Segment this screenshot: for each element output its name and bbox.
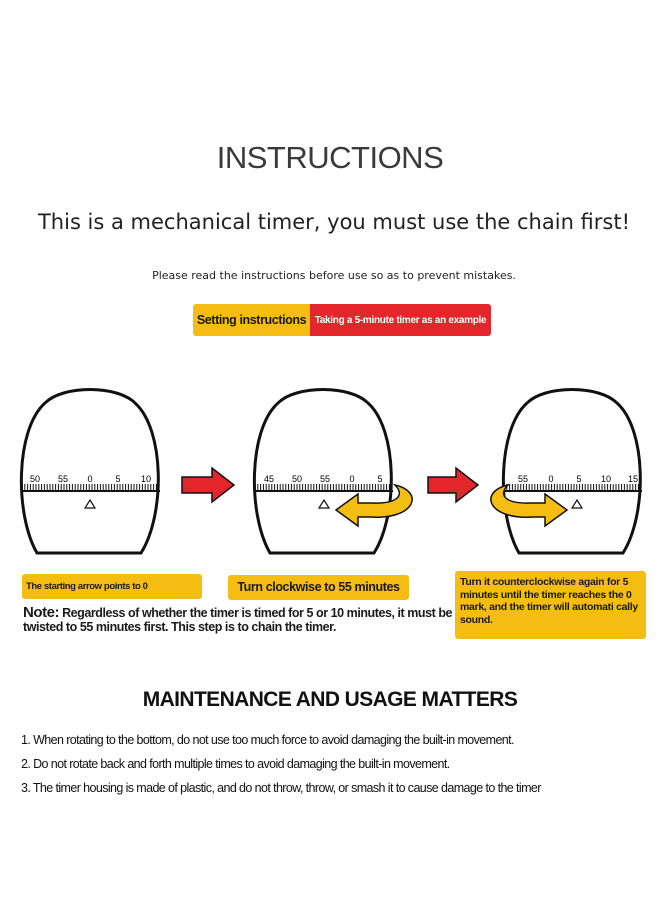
badge-right: Taking a 5-minute timer as an example — [310, 304, 491, 336]
right-arrow-icon — [428, 468, 478, 502]
note-label: Note: — [23, 604, 60, 621]
tick-label: 15 — [627, 474, 639, 484]
tick-label: 0 — [548, 474, 554, 484]
subtitle: This is a mechanical timer, you must use the chain first! — [37, 210, 631, 234]
tick-label: 55 — [57, 474, 69, 484]
tick-label: 55 — [319, 474, 331, 484]
badge-left: Setting instructions — [193, 304, 310, 336]
tick-label: 0 — [87, 474, 93, 484]
setting-instructions-badge — [193, 304, 491, 336]
maintenance-title: MAINTENANCE AND USAGE MATTERS — [142, 688, 518, 711]
tick-label: 5 — [377, 474, 383, 484]
tick-label: 5 — [115, 474, 121, 484]
tick-label: 50 — [29, 474, 41, 484]
timer-1 — [21, 390, 160, 554]
right-arrow-icon — [182, 468, 234, 502]
maintenance-item: 1. When rotating to the bottom, do not use too much force to avoid damaging the built-in movement. — [21, 733, 514, 747]
tick-label: 10 — [140, 474, 152, 484]
step1-caption: The starting arrow points to 0 — [22, 574, 202, 599]
chain-note — [23, 606, 453, 634]
tick-label: 5 — [576, 474, 582, 484]
timer-2 — [254, 390, 412, 554]
timer-3 — [491, 390, 642, 554]
step3-caption: Turn it counterclockwise again for 5 minutes until the timer reaches the 0 mark, and the timer will automati cally sound. — [455, 571, 646, 639]
note-text: Regardless of whether the timer is timed for 5 or 10 minutes, it must be twisted to 55 minutes first. This step is to chain the timer. — [23, 606, 453, 634]
egg-body — [21, 390, 158, 554]
timer-illustrations — [0, 370, 660, 570]
maintenance-item: 3. The timer housing is made of plastic, and do not throw, throw, or smash it to cause damage to the timer — [21, 781, 541, 795]
egg-body — [254, 390, 391, 554]
tick-label: 55 — [517, 474, 529, 484]
tick-label: 50 — [291, 474, 303, 484]
read-instructions-note: Please read the instructions before use so as to prevent mistakes. — [152, 269, 516, 282]
step2-caption: Turn clockwise to 55 minutes — [228, 575, 409, 600]
tick-label: 45 — [263, 474, 275, 484]
tick-label: 10 — [600, 474, 612, 484]
page-title: INSTRUCTIONS — [216, 140, 444, 175]
maintenance-item: 2. Do not rotate back and forth multiple times to avoid damaging the built-in movement. — [21, 757, 450, 771]
egg-body — [503, 390, 640, 554]
tick-label: 0 — [349, 474, 355, 484]
